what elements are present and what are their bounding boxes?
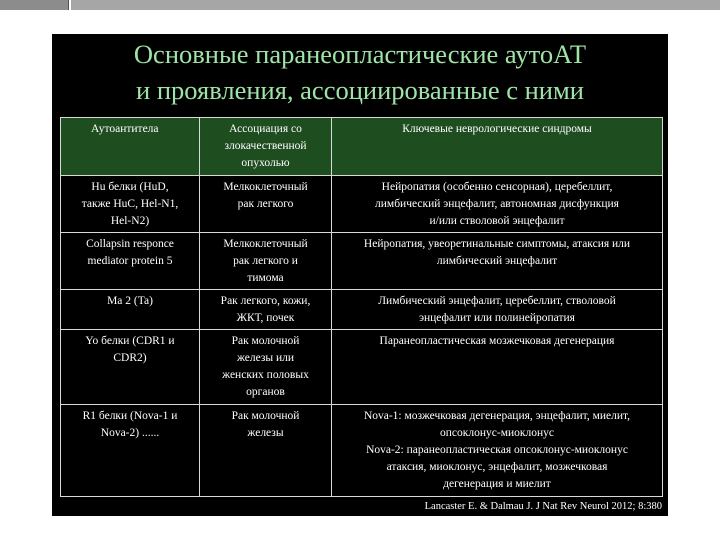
cell-line: и/или стволовой энцефалит [429,215,565,227]
table-row [61,176,663,233]
cell-tumor [200,233,332,290]
cell-syndromes [332,176,663,233]
cell-line: Рак молочной [231,335,300,347]
cell-syndromes [332,290,663,330]
cell-tumor [200,176,332,233]
cell-line: атаксия, миоклонус, энцефалит, мозжечковая [386,461,608,473]
cell-line: рак легкого и [233,255,298,267]
title-line-1: Основные паранеопластические аутоАТ [133,39,587,69]
cell-line: также HuC, Hel-N1, [81,198,179,210]
cell-line: дегенерация и миелит [443,478,551,490]
cell-line: Рак легкого, кожи, [220,295,311,307]
cell-line: Nova-2: паранеопластическая опсоклонус-миоклонус [366,444,628,456]
cell-line: Нейропатия (особенно сенсорная), церебеллит, [381,181,613,193]
cell-line: Нейропатия, увеоретинальные симптомы, атаксия или [363,238,631,250]
cell-line: Nova-2) ...... [100,427,160,439]
cell-line: органов [246,386,285,398]
cell-line: Ma 2 (Ta) [107,295,153,307]
top-decorative-bar [0,0,720,10]
slide [52,34,668,516]
slide-title [52,36,668,108]
cell-antibodies [61,405,200,497]
top-bar-tick [68,0,69,10]
cell-line: лимбический энцефалит [436,255,558,267]
cell-line: железы [247,427,284,439]
cell-line: Nova-1: мозжечковая дегенерация, энцефалит, миелит, [363,410,631,422]
table-row [61,290,663,330]
cell-line: Мелкоклеточный [223,181,308,193]
cell-line: лимбический энцефалит, автономная дисфункция [375,198,619,210]
cell-line: Hu белки (HuD, [91,181,169,193]
cell-tumor [200,405,332,497]
title-line-2: и проявления, ассоциированные с ними [136,75,584,105]
cell-line: тимома [247,272,284,284]
cell-tumor [200,290,332,330]
header-tumor-association [200,118,332,176]
cell-line: Паранеопластическая мозжечковая дегенерация [379,335,615,347]
cell-syndromes [332,330,663,405]
cell-line: опсоклонус-миоклонус [440,427,554,439]
header-tumor-line: злокачественной [224,140,307,152]
cell-line: Рак молочной [231,410,300,422]
cell-antibodies [61,233,200,290]
cell-line: ЖКТ, почек [236,312,295,324]
cell-antibodies [61,330,200,405]
cell-line: энцефалит или полинейропатия [419,312,575,324]
cell-antibodies [61,290,200,330]
header-neuro-syndromes: Ключевые неврологические синдромы [332,118,663,176]
cell-line: рак легкого [237,198,294,210]
cell-antibodies [61,176,200,233]
cell-tumor [200,330,332,405]
cell-line: mediator protein 5 [87,255,173,267]
cell-line: Мелкоклеточный [223,238,308,250]
header-tumor-line: Ассоциация со [229,123,302,135]
cell-line: R1 белки (Nova-1 и [82,410,178,422]
table-row [61,233,663,290]
cell-syndromes [332,405,663,497]
table-row [61,405,663,497]
top-bar-segment-right [71,0,720,10]
cell-line: железы или [236,352,295,364]
cell-line: CDR2) [113,352,147,364]
cell-line: Yo белки (CDR1 и [85,335,175,347]
cell-line: женских половых [222,369,309,381]
cell-line: Лимбический энцефалит, церебеллит, стволовой [378,295,616,307]
header-tumor-line: опухолью [241,157,290,169]
cell-syndromes [332,233,663,290]
cell-line: Collapsin responce [86,238,174,250]
citation: Lancaster E. & Dalmau J. J Nat Rev Neurol 2012; 8:380 [424,501,662,512]
table-row [61,330,663,405]
autoantibody-table [60,117,663,497]
header-antibodies: Аутоантитела [61,118,200,176]
cell-line: Hel-N2) [110,215,150,227]
table-header-row [61,118,663,176]
top-bar-segment-left [0,0,68,10]
